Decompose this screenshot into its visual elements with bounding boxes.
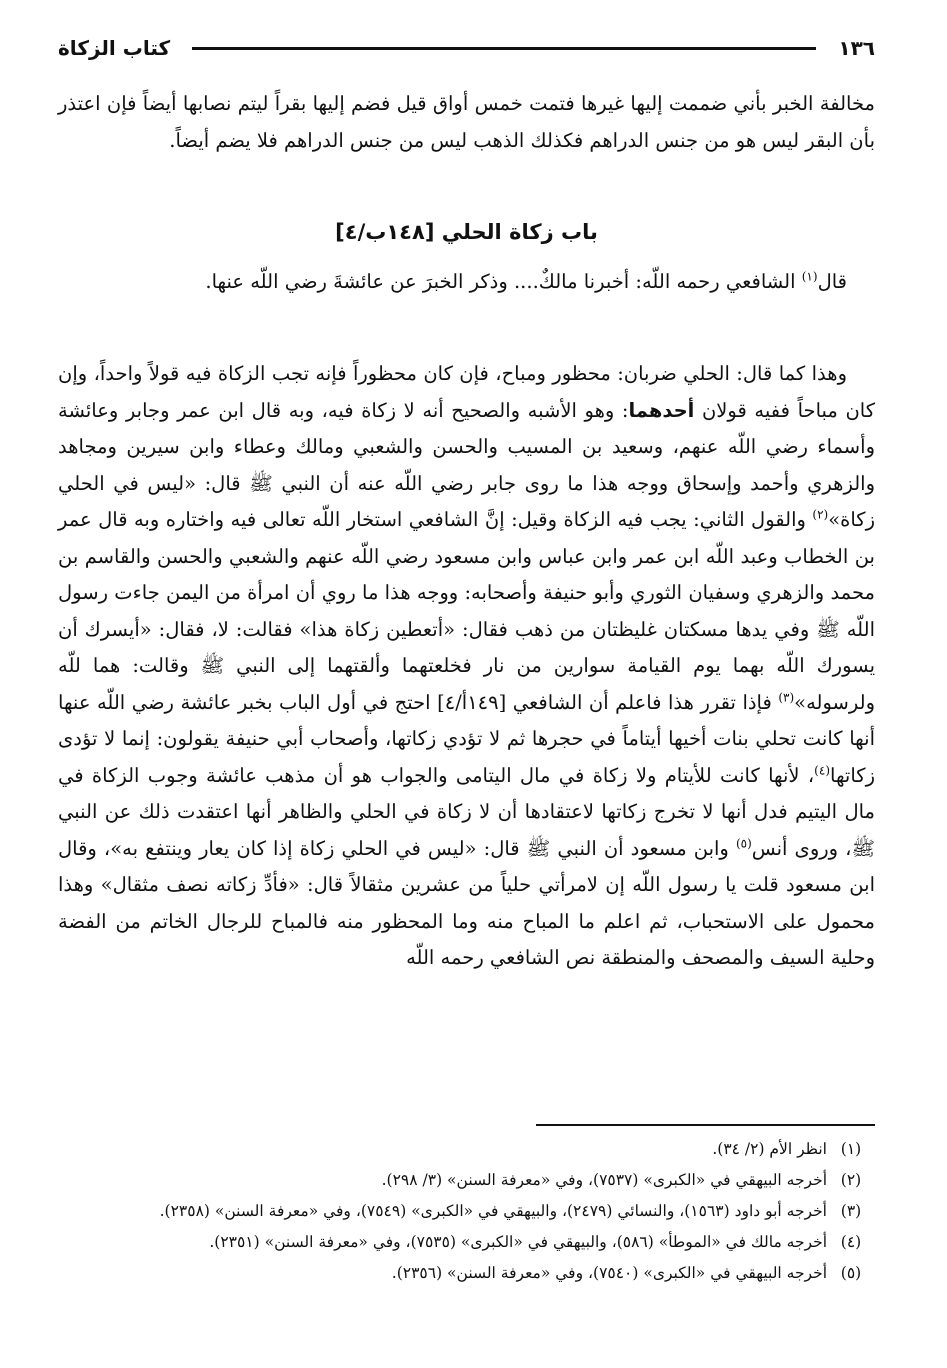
footnote-text: أخرجه أبو داود (١٥٦٣)، والنسائي (٢٤٧٩)، والبيهقي في «الكبرى» (٧٥٤٩)، وفي «معرفة السنن» (٢٣٥٨). xyxy=(159,1202,827,1220)
book-title: كتاب الزكاة xyxy=(58,36,171,60)
footnote-text: انظر الأم (٢/ ٣٤). xyxy=(712,1140,827,1158)
running-header xyxy=(58,28,875,68)
section-heading: باب زكاة الحلي [١٤٨ب/٤] xyxy=(335,220,598,244)
p3-part4: فإذا تقرر هذا فاعلم أن الشافعي [١٤٩أ/٤] احتج في أول الباب بخبر عائشة رضي اللّه عنها أنها كانت تحلي بنات أخيها أيتاماً في حجرها ثم لا تؤدي زكاتها، وأصحاب أبي حنيفة يقولون: إنما لا تؤدى زكاتها xyxy=(58,690,875,787)
footnote-item xyxy=(58,1165,875,1196)
p3-part5: ، لأنها كانت للأيتام ولا زكاة في مال اليتامى والجواب هو أن مذهب عائشة وجوب الزكاة في مال اليتيم فدل أنها لا تخرج زكاتها لاعتقادها أن لا زكاة في الحلي والظاهر أنها اعتقدت ذلك عن النبي ﷺ، وروى أنس xyxy=(58,763,876,860)
footnote-ref-3[interactable]: (٣) xyxy=(778,690,795,704)
footnote-number: (٥) xyxy=(840,1264,862,1282)
page-number: ١٣٦ xyxy=(838,36,875,60)
footnote-number: (١) xyxy=(840,1140,862,1158)
opening-quote-paragraph xyxy=(58,264,875,301)
footnote-separator xyxy=(536,1124,875,1126)
p3-bold-term: أحدهما xyxy=(628,398,695,422)
p3-part6: وابن مسعود أن النبي ﷺ قال: «ليس في الحلي زكاة إذا كان يعار وينتفع به»، وقال ابن مسعود قلت يا رسول اللّه إن لامرأتي حلياً من عشرين مثقالاً قال: «فأدِّ زكاته نصف مثقال» وهذا محمول على الاستحباب، ثم اعلم ما المباح منه وما المحظور منه فالمباح للرجال الخاتم من الفضة وحلية السيف والمصحف والمنطقة نص الشافعي رحمه اللّه xyxy=(58,836,875,969)
footnote-text: أخرجه البيهقي في «الكبرى» (٧٥٤٠)، وفي «معرفة السنن» (٢٣٥٦). xyxy=(391,1264,827,1282)
commentary-paragraph xyxy=(58,356,875,977)
p2-before-ref: قال xyxy=(817,270,847,293)
footnote-ref-5[interactable]: (٥) xyxy=(735,836,752,850)
footnote-text: أخرجه البيهقي في «الكبرى» (٧٥٣٧)، وفي «معرفة السنن» (٣/ ٢٩٨). xyxy=(381,1171,827,1189)
footnote-item xyxy=(58,1134,875,1165)
p3-part1: وهذا كما قال: الحلي ضربان: محظور ومباح، فإن كان محظوراً فإنه تجب الزكاة فيه قولاً واحداً، وإن كان مباحاً ففيه قولان xyxy=(58,362,875,422)
footnote-ref-1[interactable]: (١) xyxy=(801,269,818,284)
footnote-item xyxy=(58,1196,875,1227)
header-rule xyxy=(192,47,816,50)
footnote-item xyxy=(58,1258,875,1289)
footnote-number: (٢) xyxy=(840,1171,862,1189)
p3-part2: : وهو الأشبه والصحيح أنه لا زكاة فيه، وبه قال ابن عمر وجابر وعائشة وأسماء رضي اللّه عنهم، وسعيد بن المسيب والحسن والشعبي ومالك وعطاء وابن سيرين ومجاهد والزهري وأحمد وإسحاق ووجه هذا ما روى جابر رضي اللّه عنه أن النبي ﷺ قال: «ليس في الحلي زكاة» xyxy=(58,398,875,531)
footnote-item xyxy=(58,1227,875,1258)
footnote-number: (٤) xyxy=(840,1233,862,1251)
footnote-text: أخرجه مالك في «الموطأ» (٥٨٦)، والبيهقي في «الكبرى» (٧٥٣٥)، وفي «معرفة السنن» (٢٣٥١). xyxy=(209,1233,827,1251)
continuation-paragraph: مخالفة الخبر بأني ضممت إليها غيرها فتمت خمس أواق قيل فضم إليها بقراً ليتم نصابها أيضاً فإن اعتذر بأن البقر ليس هو من جنس الدراهم فكذلك الذهب ليس من جنس الدراهم فلا يضم أيضاً. xyxy=(58,92,875,152)
footnotes xyxy=(58,1134,875,1289)
p3-part3: والقول الثاني: يجب فيه الزكاة وقيل: إنَّ الشافعي استخار اللّه تعالى فيه واختاره وبه قال عمر بن الخطاب وعبد اللّه ابن عمر وابن عباس وابن مسعود رضي اللّه عنهم والشعبي والحسن والقاسم بن محمد والزهري وسفيان الثوري وأبو حنيفة وأصحابه: ووجه هذا ما روي أن امرأة من اليمن جاءت رسول اللّه ﷺ وفي يدها مسكتان غليظتان من ذهب فقال: «أتعطين زكاة هذا» فقالت: لا، فقال: «أيسرك أن يسورك اللّه بهما يوم القيامة سوارين من نار فخلعتهما وألقتهما إلى النبي ﷺ وقالت: هما للّه ولرسوله» xyxy=(58,508,875,714)
footnote-ref-2[interactable]: (٢) xyxy=(812,507,829,522)
footnote-number: (٣) xyxy=(840,1202,862,1220)
footnote-ref-4[interactable]: (٤) xyxy=(814,763,830,777)
p2-after-ref: الشافعي رحمه اللّه: أخبرنا مالكٌ.... وذكر الخبرَ عن عائشةَ رضي اللّه عنها. xyxy=(205,270,802,293)
